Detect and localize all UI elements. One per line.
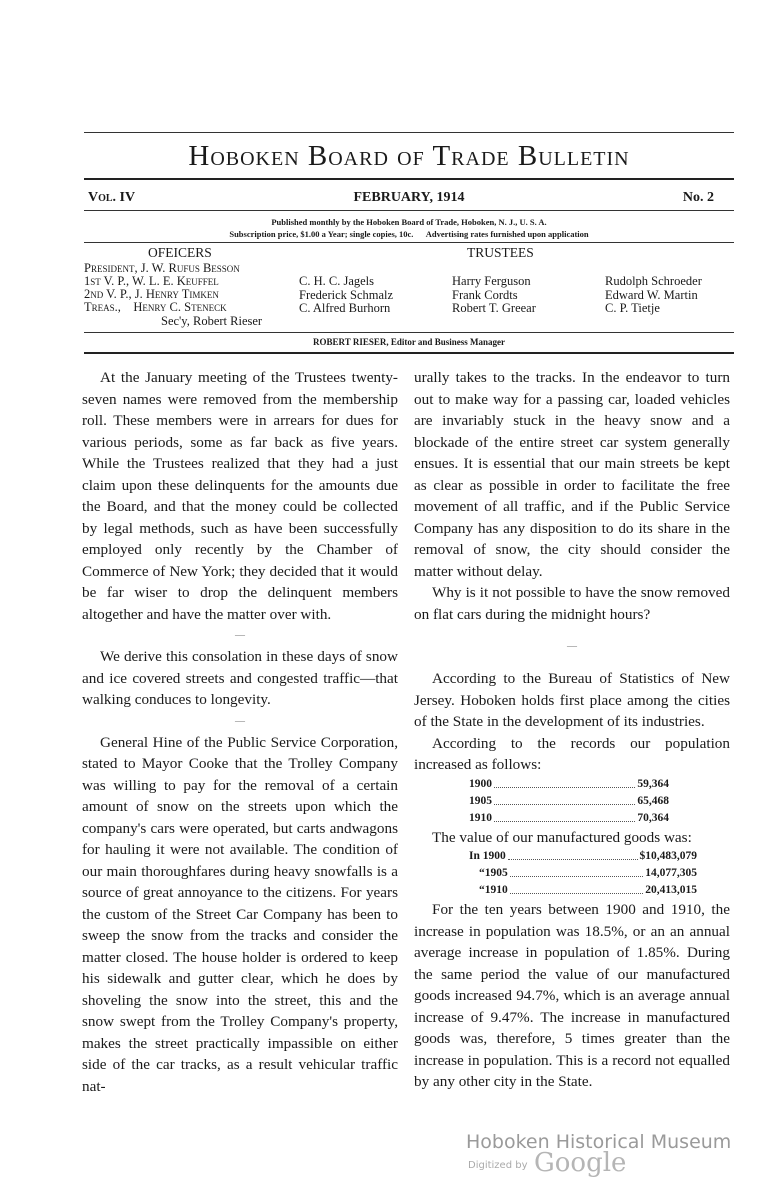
table-row — [469, 865, 697, 882]
trustees-col-1 — [299, 275, 393, 316]
trustee: Frederick Schmalz — [299, 287, 394, 302]
paragraph: The value of our manufactured goods was: — [432, 828, 692, 846]
paragraph: General Hine of the Public Service Corporation, stated to Mayor Cooke that the Trolley Company was willing to pay for the removal of a certain amount of snow on the streets upon which the company's cars were operated, but carts andwagons for hauling it were not available. The condition of our main thoroughfares during heavy snowfalls is a source of great annoyance to the citizens. For years the custom of the Street Car Company has been to sweep the snow from the tracks and consider the matter closed. The house holder is ordered to keep his sidewalk and gutter clear, which he does by shoveling the snow into the street, this and the snow swept from the Trolley Company's property, makes the street practically impassible on either side of the car tracks, as a result vehicular traffic nat- — [82, 733, 398, 1095]
table-row — [469, 848, 697, 865]
value: 70,364 — [637, 811, 669, 824]
year: In 1900 — [469, 850, 506, 862]
rule — [84, 332, 734, 333]
bulletin-title: Hoboken Board of Trade Bulletin — [188, 140, 630, 172]
officer-president: President, J. W. Rufus Besson — [84, 261, 240, 275]
rule — [84, 178, 734, 180]
trustees-col-3 — [605, 275, 702, 316]
trustee: Rudolph Schroeder — [605, 274, 702, 288]
subscription-info: Subscription price, $1.00 a Year; single copies, 10c. Advertising rates furnished upon application — [229, 229, 589, 239]
rule — [84, 352, 734, 354]
paragraph: For the ten years between 1900 and 1910, the increase in population was 18.5%, or an an annual average increase in population of 1.85%. During the same period the value of our manufactured goods increased 94.7%, which is an average annual increase of 9.47%. The increase in manufactured goods was, therefore, 5 times greater than the increase in population. This is a record not equalled by any other city in the State. — [414, 901, 730, 1090]
publication-info: Published monthly by the Hoboken Board of Trade, Hoboken, N. J., U. S. A. — [271, 217, 547, 227]
google-logo: Google — [534, 1148, 627, 1178]
volume: Vol. IV — [88, 190, 136, 205]
trustee: Robert T. Greear — [452, 301, 536, 315]
value: 14,077,305 — [645, 867, 697, 879]
year: 1900 — [469, 777, 492, 790]
trustee: C. Alfred Burhorn — [299, 301, 391, 315]
officer-treasurer: Treas., Henry C. Steneck — [84, 300, 227, 314]
trustees-heading: TRUSTEES — [467, 245, 534, 260]
paragraph: According to the records our population increased as follows: — [414, 734, 730, 773]
officer-secretary: Sec'y, Robert Rieser — [161, 314, 263, 328]
value: $10,483,079 — [639, 850, 697, 862]
trustee: C. H. C. Jagels — [299, 274, 374, 288]
separator: — — [235, 630, 245, 641]
rule — [84, 132, 734, 133]
paragraph: Why is it not possible to have the snow removed on flat cars during the midnight hours? — [414, 584, 730, 623]
paragraph: urally takes to the tracks. In the endeavor to turn out to make way for a passing car, loaded vehicles are invariably stuck in the heavy snow and a blockade of the entire street car system generally ensues. It is essential that our main streets be kept as clear as possible in order to facilitate the free movement of all traffic, and if the Public Service Company has any disposition to do its share in the removal of snow, the city should consider the matter without delay. — [414, 369, 730, 580]
digitized-by: Digitized by — [468, 1160, 528, 1171]
population-table — [469, 776, 669, 827]
officer-vp1: 1st V. P., W. L. E. Keuffel — [84, 274, 219, 288]
paragraph: According to the Bureau of Statistics of New Jersey. Hoboken holds first place among the cities of the State in the development of its industries. — [414, 670, 730, 730]
separator: — — [235, 715, 245, 727]
right-column — [414, 367, 730, 1093]
issue-number: No. 2 — [682, 190, 714, 205]
value: 65,468 — [637, 794, 669, 807]
table-row — [469, 882, 697, 899]
paragraph: At the January meeting of the Trustees twenty-seven names were removed from the membership roll. These members were in arrears for dues for various periods, some as far back as five years. While the Trustees realized that they had a just claim upon these delinquents for the amounts due the Board, and that the money could be collected by legal methods, such as have been successfully employed only recently by the Chamber of Commerce of New York; they decided that it would be far wiser to drop the delinquent members altogether and have the matter over with. — [82, 369, 398, 623]
value: 59,364 — [637, 777, 669, 790]
left-column — [82, 367, 398, 1097]
goods-table — [469, 848, 697, 899]
table-row — [469, 810, 669, 827]
year: “1905 — [479, 867, 508, 879]
rule — [84, 242, 734, 243]
value: 20,413,015 — [645, 884, 697, 896]
table-row — [469, 776, 669, 793]
year: 1905 — [469, 794, 492, 807]
year: 1910 — [469, 811, 492, 824]
separator: — — [567, 641, 577, 652]
table-row — [469, 793, 669, 810]
issue-date: FEBRUARY, 1914 — [353, 190, 465, 205]
museum-watermark: Hoboken Historical Museum — [466, 1131, 732, 1153]
officer-vp2: 2nd V. P., J. Henry Timken — [84, 287, 219, 301]
rule — [84, 210, 734, 211]
trustee: Frank Cordts — [452, 287, 518, 302]
trustees-col-2 — [452, 275, 536, 316]
trustee: Harry Ferguson — [452, 274, 531, 288]
year: “1910 — [479, 884, 508, 896]
trustee: Edward W. Martin — [605, 287, 698, 302]
officers-heading: OFEICERS — [148, 245, 212, 260]
paragraph: We derive this consolation in these days of snow and ice covered streets and congested traffic—that walking conduces to longevity. — [82, 648, 398, 708]
trustee: C. P. Tietje — [605, 301, 660, 315]
editor-line: ROBERT RIESER, Editor and Business Manager — [313, 337, 505, 347]
